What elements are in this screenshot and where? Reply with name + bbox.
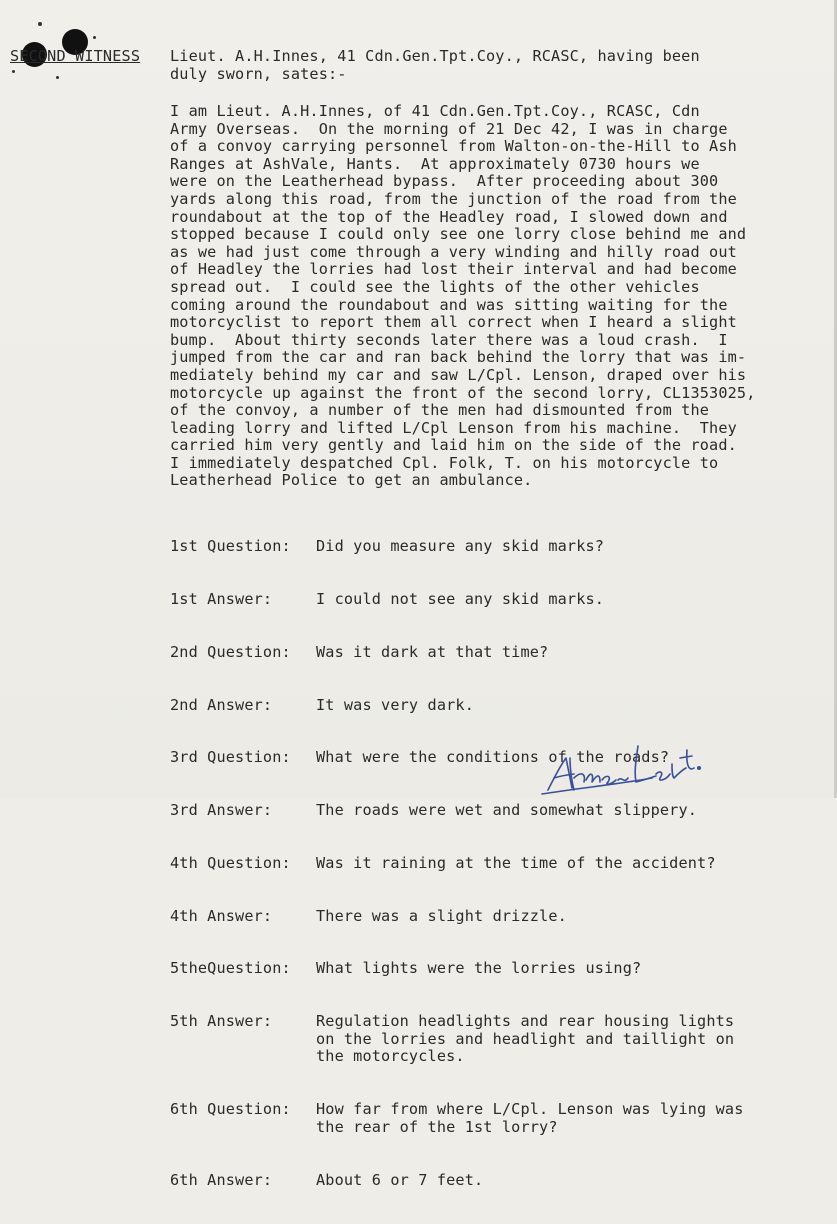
- question-answer-list: [170, 503, 744, 1224]
- qa-value: About 6 or 7 feet.: [316, 1170, 484, 1189]
- qa-row: [170, 538, 744, 556]
- qa-row: [170, 1013, 744, 1066]
- qa-row: [170, 908, 744, 926]
- qa-value: Was it dark at that time?: [316, 642, 549, 661]
- qa-label: 5theQuestion:: [170, 959, 291, 978]
- qa-row: [170, 1101, 744, 1136]
- ink-speck: [12, 70, 15, 73]
- qa-row: [170, 644, 744, 662]
- qa-label: 1st Question:: [170, 537, 291, 556]
- qa-value: What lights were the lorries using?: [316, 959, 642, 978]
- qa-row: [170, 802, 744, 820]
- qa-value: Did you measure any skid marks?: [316, 537, 605, 556]
- qa-row: [170, 960, 744, 978]
- qa-value: The roads were wet and somewhat slippery.: [316, 801, 698, 820]
- qa-label: 5th Answer:: [170, 1012, 273, 1031]
- handwritten-signature: [540, 738, 710, 798]
- qa-value: There was a slight drizzle.: [316, 906, 567, 925]
- qa-value: I could not see any skid marks.: [316, 589, 605, 608]
- witness-statement: I am Lieut. A.H.Innes, of 41 Cdn.Gen.Tpt.Coy., RCASC, Cdn Army Overseas. On the morning of 21 Dec 42, I was in charge of a convoy carrying personnel from Walton-on-the-Hill to Ash Ranges at AshVale, Hants. At approximately 0730 hours we were on the Leatherhead bypass. After proceeding about 300 yards along this road, from the junction of the road from the roundabout at the top of the Headley road, I slowed down and stopped because I could only see one lorry close behind me and as we had just come through a very winding and hilly road out of Headley the lorries had lost their interval and had become spread out. I could see the lights of the other vehicles coming around the roundabout and was sitting waiting for the motorcyclist to report them all correct when I heard a slight bump. About thirty seconds later there was a loud crash. I jumped from the car and ran back behind the lorry that was im- mediately behind my car and saw L/Cpl. Lenson, draped over his motorcycle up against the front of the second lorry, CL1353025, of the convoy, a number of the men had dismounted from the leading lorry and lifted L/Cpl Lenson from his machine. They carried him very gently and laid him on the side of the road. I immediately despatched Cpl. Folk, T. on his motorcycle to Leatherhead Police to get an ambulance.: [170, 102, 756, 490]
- qa-label: 4th Question:: [170, 853, 291, 872]
- qa-label: 6th Question:: [170, 1100, 291, 1119]
- qa-label: 2nd Answer:: [170, 695, 273, 714]
- witness-intro: Lieut. A.H.Innes, 41 Cdn.Gen.Tpt.Coy., RCASC, having been duly sworn, sates:-: [170, 47, 700, 83]
- qa-value: What were the conditions of the roads?: [316, 748, 670, 767]
- qa-label: 3rd Question:: [170, 748, 291, 767]
- qa-label: 6th Answer:: [170, 1170, 273, 1189]
- qa-value: It was very dark.: [316, 695, 474, 714]
- qa-label: 1st Answer:: [170, 589, 273, 608]
- witness-heading: SECOND WITNESS: [10, 47, 141, 65]
- ink-speck: [93, 36, 96, 39]
- qa-value: Regulation headlights and rear housing lights on the lorries and headlight and taillight on the motorcycles.: [316, 1012, 735, 1066]
- qa-row: [170, 697, 744, 715]
- qa-row: [170, 591, 744, 609]
- qa-label: 2nd Question:: [170, 642, 291, 661]
- qa-value: How far from where L/Cpl. Lenson was lying was the rear of the 1st lorry?: [316, 1100, 744, 1136]
- qa-label: 4th Answer:: [170, 906, 273, 925]
- ink-speck: [56, 76, 59, 79]
- qa-row: [170, 1172, 744, 1190]
- ink-speck: [38, 22, 42, 26]
- qa-label: 3rd Answer:: [170, 801, 273, 820]
- qa-value: Was it raining at the time of the accident?: [316, 853, 716, 872]
- qa-row: [170, 855, 744, 873]
